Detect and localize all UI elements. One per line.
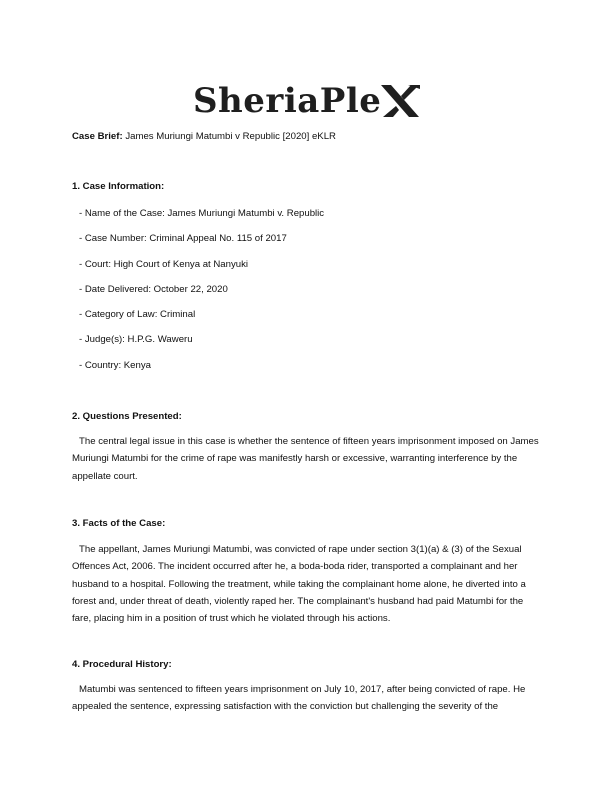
questions-presented-heading: 2. Questions Presented: <box>72 411 182 422</box>
case-name-item: - Name of the Case: James Muriungi Matumbi v. Republic <box>79 208 325 219</box>
logo-x-mark-icon <box>379 83 421 119</box>
facts-heading: 3. Facts of the Case: <box>72 518 166 529</box>
country-item: - Country: Kenya <box>79 360 151 371</box>
sheriaplex-logo <box>193 78 421 121</box>
questions-presented-paragraph: The central legal issue in this case is whether the sentence of fifteen years imprisonment imposed on James Muriungi Matumbi for the crime of rape was manifestly harsh or excessive, warranting interference by the appellate court. <box>72 436 539 482</box>
case-brief-title: James Muriungi Matumbi v Republic [2020] eKLR <box>125 131 336 142</box>
category-of-law-item: - Category of Law: Criminal <box>79 309 196 320</box>
facts-paragraph: The appellant, James Muriungi Matumbi, was convicted of rape under section 3(1)(a) & (3) of the Sexual Offences Act, 2006. The incident occurred after he, a boda-boda rider, transported a complainant and her husband to a hospital. Following the treatment, while taking the complainant home alone, he diverted into a forest and, under threat of death, violently raped her. The complainant's husband had paid Matumbi for the fare, placing him in a position of trust which he violated through his actions. <box>72 544 526 625</box>
procedural-history-paragraph: Matumbi was sentenced to fifteen years imprisonment on July 10, 2017, after being convicted of rape. He appealed the sentence, expressing satisfaction with the conviction but challenging the severity of the <box>72 684 526 713</box>
case-brief-line <box>72 131 336 142</box>
procedural-history-heading: 4. Procedural History: <box>72 659 172 670</box>
case-number-item: - Case Number: Criminal Appeal No. 115 of 2017 <box>79 233 287 244</box>
date-delivered-item: - Date Delivered: October 22, 2020 <box>79 284 228 295</box>
case-information-heading: 1. Case Information: <box>72 181 165 192</box>
logo-text: SheriaPle <box>193 81 382 121</box>
case-brief-label: Case Brief: <box>72 131 123 142</box>
judges-item: - Judge(s): H.P.G. Waweru <box>79 334 193 345</box>
court-item: - Court: High Court of Kenya at Nanyuki <box>79 259 249 270</box>
